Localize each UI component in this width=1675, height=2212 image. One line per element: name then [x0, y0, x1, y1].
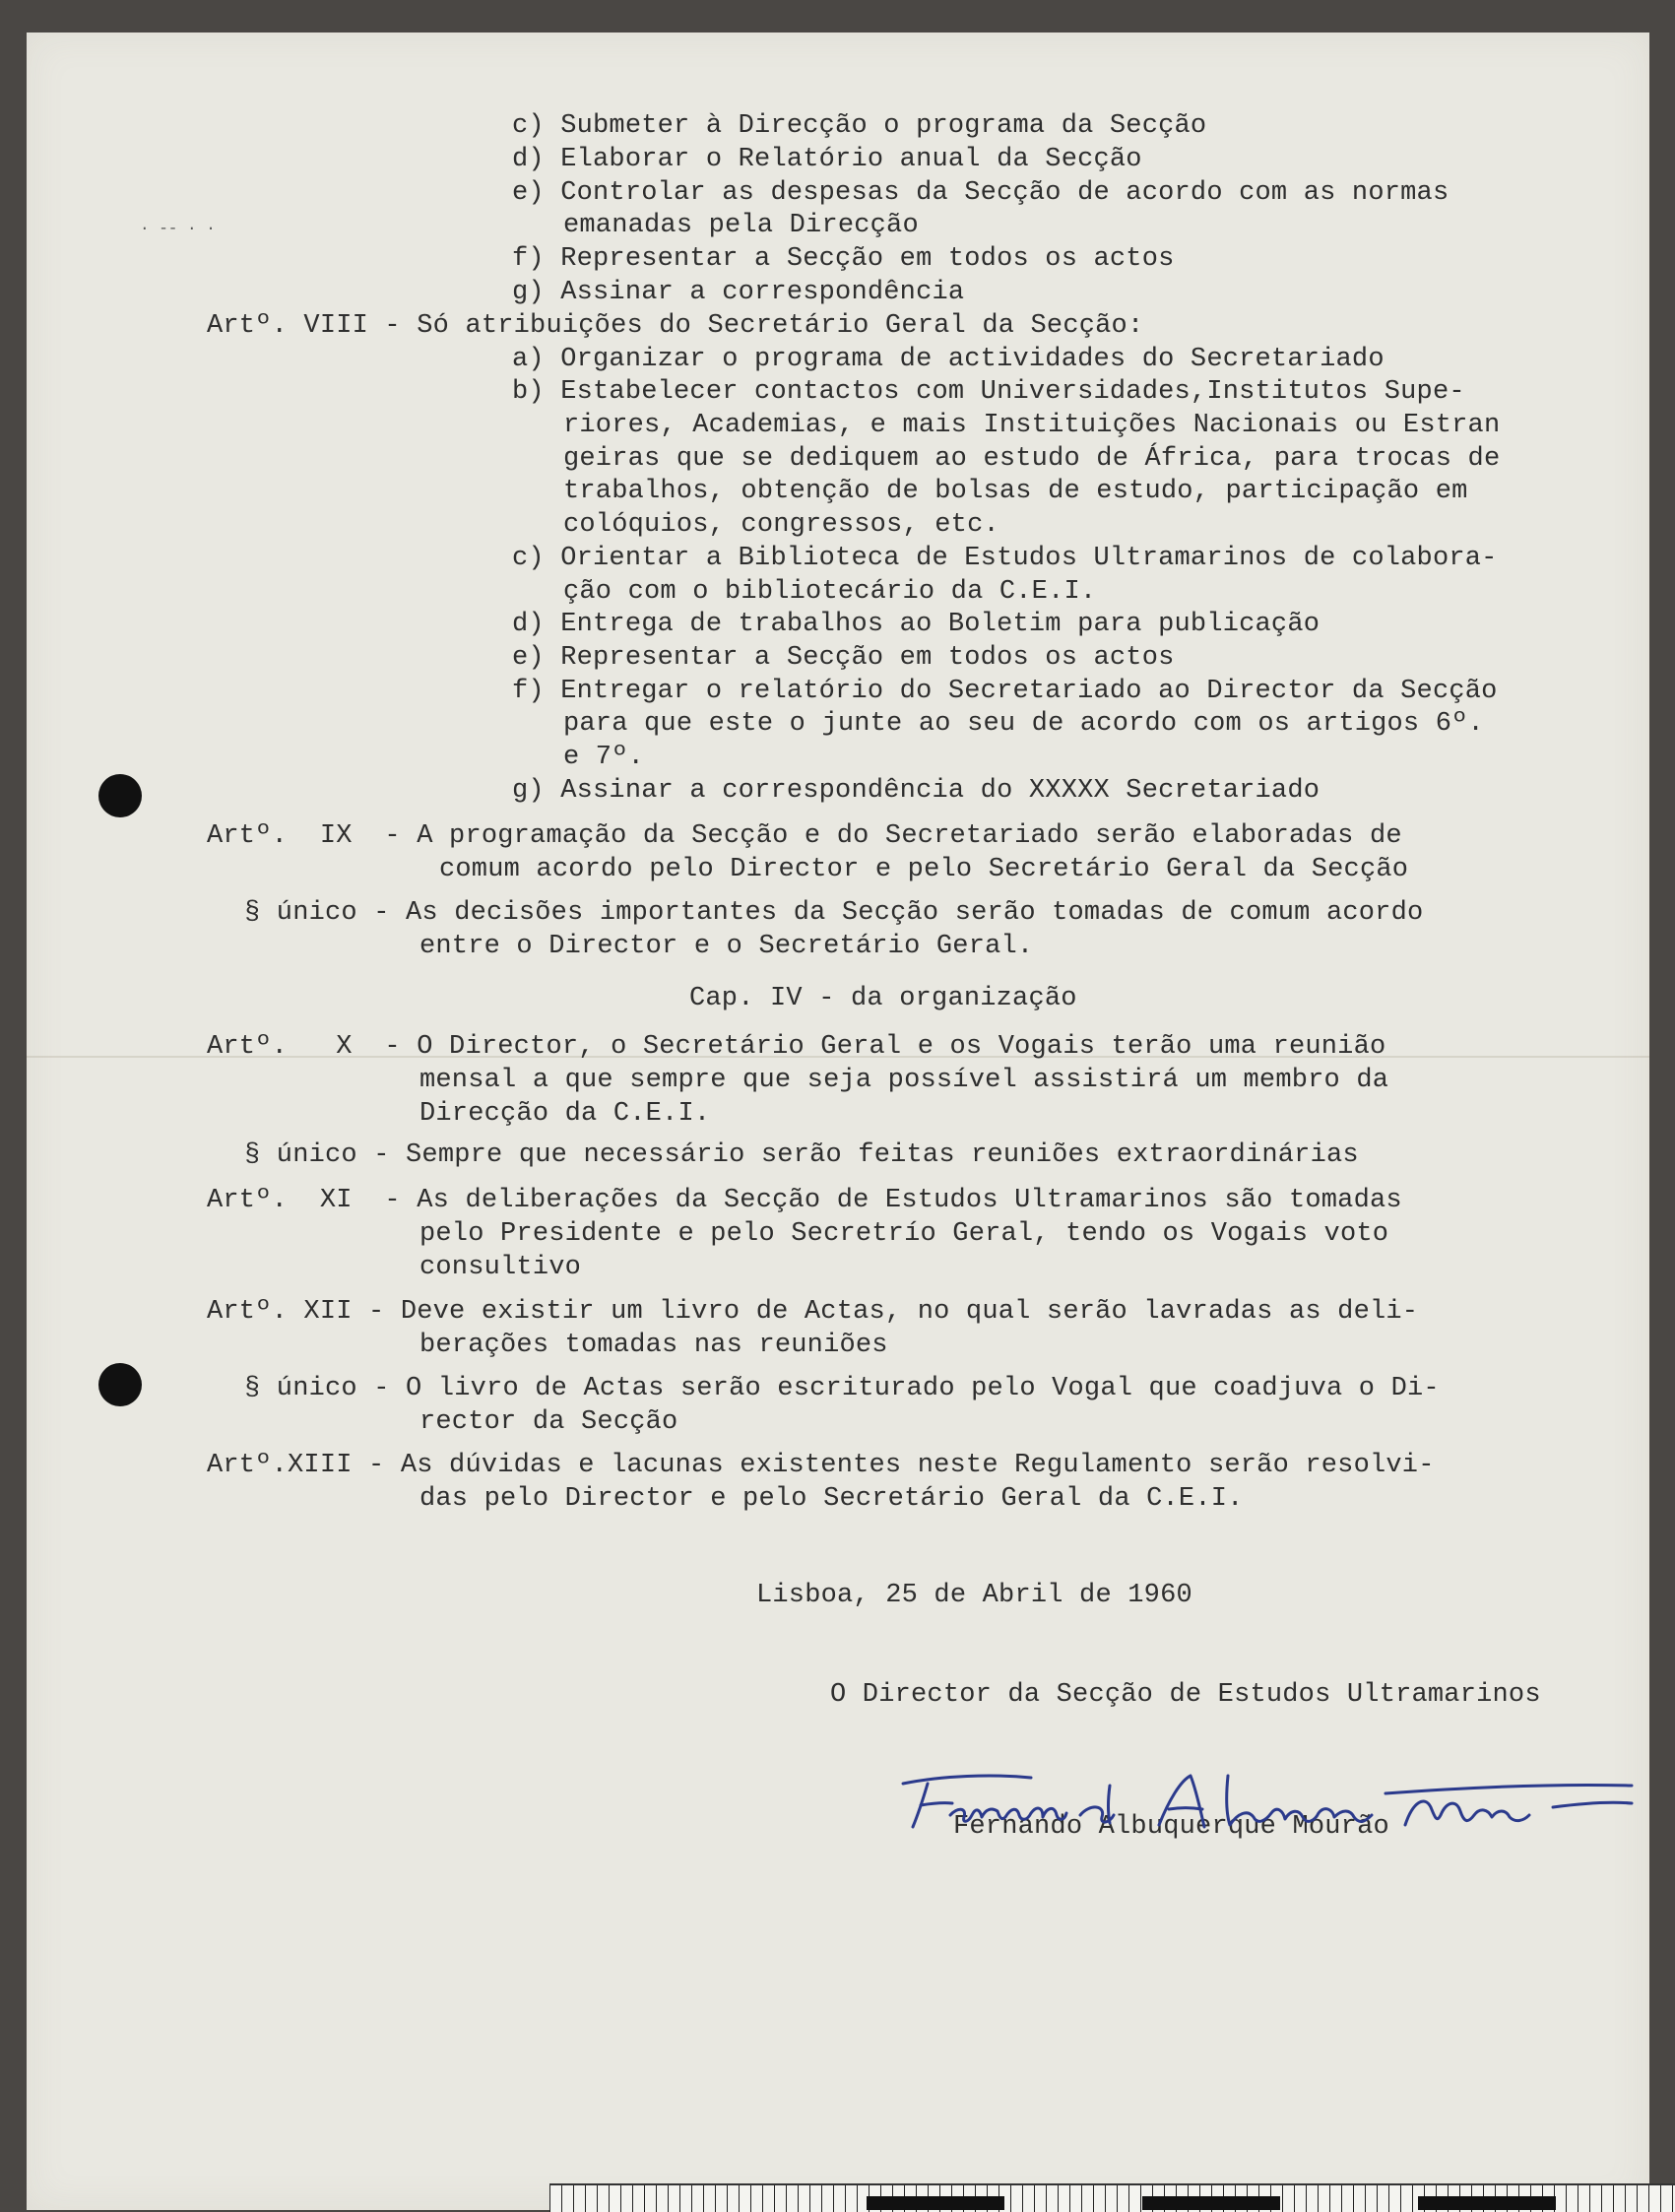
text-line-34: Artº. XII - Deve existir um livro de Actas, no qual serão lavradas as deli- — [207, 1297, 1419, 1327]
text-line-26: Cap. IV - da organização — [689, 984, 1077, 1013]
text-line-15: ção com o bibliotecário da C.E.I. — [563, 577, 1097, 607]
text-line-29: Direcção da C.E.I. — [419, 1099, 711, 1129]
text-line-31: Artº. XI - As deliberações da Secção de Estudos Ultramarinos são tomadas — [207, 1186, 1402, 1215]
text-line-33: consultivo — [419, 1253, 582, 1282]
text-line-19: para que este o junte ao seu de acordo com os artigos 6º. — [563, 709, 1484, 739]
text-line-9: b) Estabelecer contactos com Universidades,Institutos Supe- — [512, 377, 1465, 407]
text-line-18: f) Entregar o relatório do Secretariado ao Director da Secção — [512, 677, 1498, 706]
text-line-38: Artº.XIII - As dúvidas e lacunas existentes neste Regulamento serão resolvi- — [207, 1451, 1435, 1480]
text-line-8: a) Organizar o programa de actividades do Secretariado — [512, 345, 1385, 374]
text-line-12: trabalhos, obtenção de bolsas de estudo, participação em — [563, 477, 1468, 506]
handwritten-signature — [873, 1746, 1642, 1845]
text-line-32: pelo Presidente e pelo Secretrío Geral, tendo os Vogais voto — [419, 1219, 1389, 1249]
text-line-3: e) Controlar as despesas da Secção de acordo com as normas — [512, 178, 1450, 208]
text-line-36: § único - O livro de Actas serão escriturado pelo Vogal que coadjuva o Di- — [244, 1374, 1440, 1403]
text-line-13: colóquios, congressos, etc. — [563, 510, 999, 540]
text-line-39: das pelo Director e pelo Secretário Geral da C.E.I. — [419, 1484, 1244, 1514]
text-line-5: f) Representar a Secção em todos os actos — [512, 244, 1175, 274]
text-line-1: c) Submeter à Direcção o programa da Secção — [512, 111, 1207, 141]
text-line-35: berações tomadas nas reuniões — [419, 1331, 888, 1360]
text-line-16: d) Entrega de trabalhos ao Boletim para publicação — [512, 610, 1321, 639]
text-line-30: § único - Sempre que necessário serão feitas reuniões extraordinárias — [244, 1140, 1359, 1170]
text-line-20: e 7º. — [563, 743, 645, 772]
text-line-28: mensal a que sempre que seja possível assistirá um membro da — [419, 1066, 1389, 1095]
text-line-10: riores, Academias, e mais Instituições Nacionais ou Estran — [563, 411, 1501, 440]
text-line-4: emanadas pela Direcção — [563, 211, 919, 240]
text-line-17: e) Representar a Secção em todos os actos — [512, 643, 1175, 673]
text-line-22: Artº. IX - A programação da Secção e do Secretariado serão elaboradas de — [207, 821, 1402, 851]
text-line-37: rector da Secção — [419, 1407, 678, 1437]
punch-hole — [98, 1363, 142, 1406]
ruler-segment — [1418, 2196, 1556, 2210]
margin-marks: · -- · · — [140, 220, 216, 237]
text-line-7: Artº. VIII - Só atribuições do Secretário Geral da Secção: — [207, 311, 1144, 341]
text-line-27: Artº. X - O Director, o Secretário Geral e os Vogais terão uma reunião — [207, 1032, 1386, 1062]
text-line-41: O Director da Secção de Estudos Ultramarinos — [830, 1680, 1541, 1710]
text-line-21: g) Assinar a correspondência do XXXXX Secretariado — [512, 776, 1321, 806]
ruler-segment — [1142, 2196, 1280, 2210]
text-line-6: g) Assinar a correspondência — [512, 278, 965, 307]
text-line-42: Fernando Albuquerque Mourão — [953, 1812, 1389, 1842]
text-line-11: geiras que se dediquem ao estudo de África, para trocas de — [563, 444, 1501, 474]
text-line-2: d) Elaborar o Relatório anual da Secção — [512, 145, 1142, 174]
text-line-25: entre o Director e o Secretário Geral. — [419, 932, 1034, 961]
text-line-24: § único - As decisões importantes da Secção serão tomadas de comum acordo — [244, 898, 1424, 928]
text-line-40: Lisboa, 25 de Abril de 1960 — [756, 1581, 1192, 1610]
punch-hole — [98, 774, 142, 817]
text-line-23: comum acordo pelo Director e pelo Secretário Geral da Secção — [439, 855, 1409, 884]
text-line-14: c) Orientar a Biblioteca de Estudos Ultramarinos de colabora- — [512, 544, 1498, 573]
document-sheet — [27, 33, 1649, 2210]
ruler-segment — [867, 2196, 1004, 2210]
